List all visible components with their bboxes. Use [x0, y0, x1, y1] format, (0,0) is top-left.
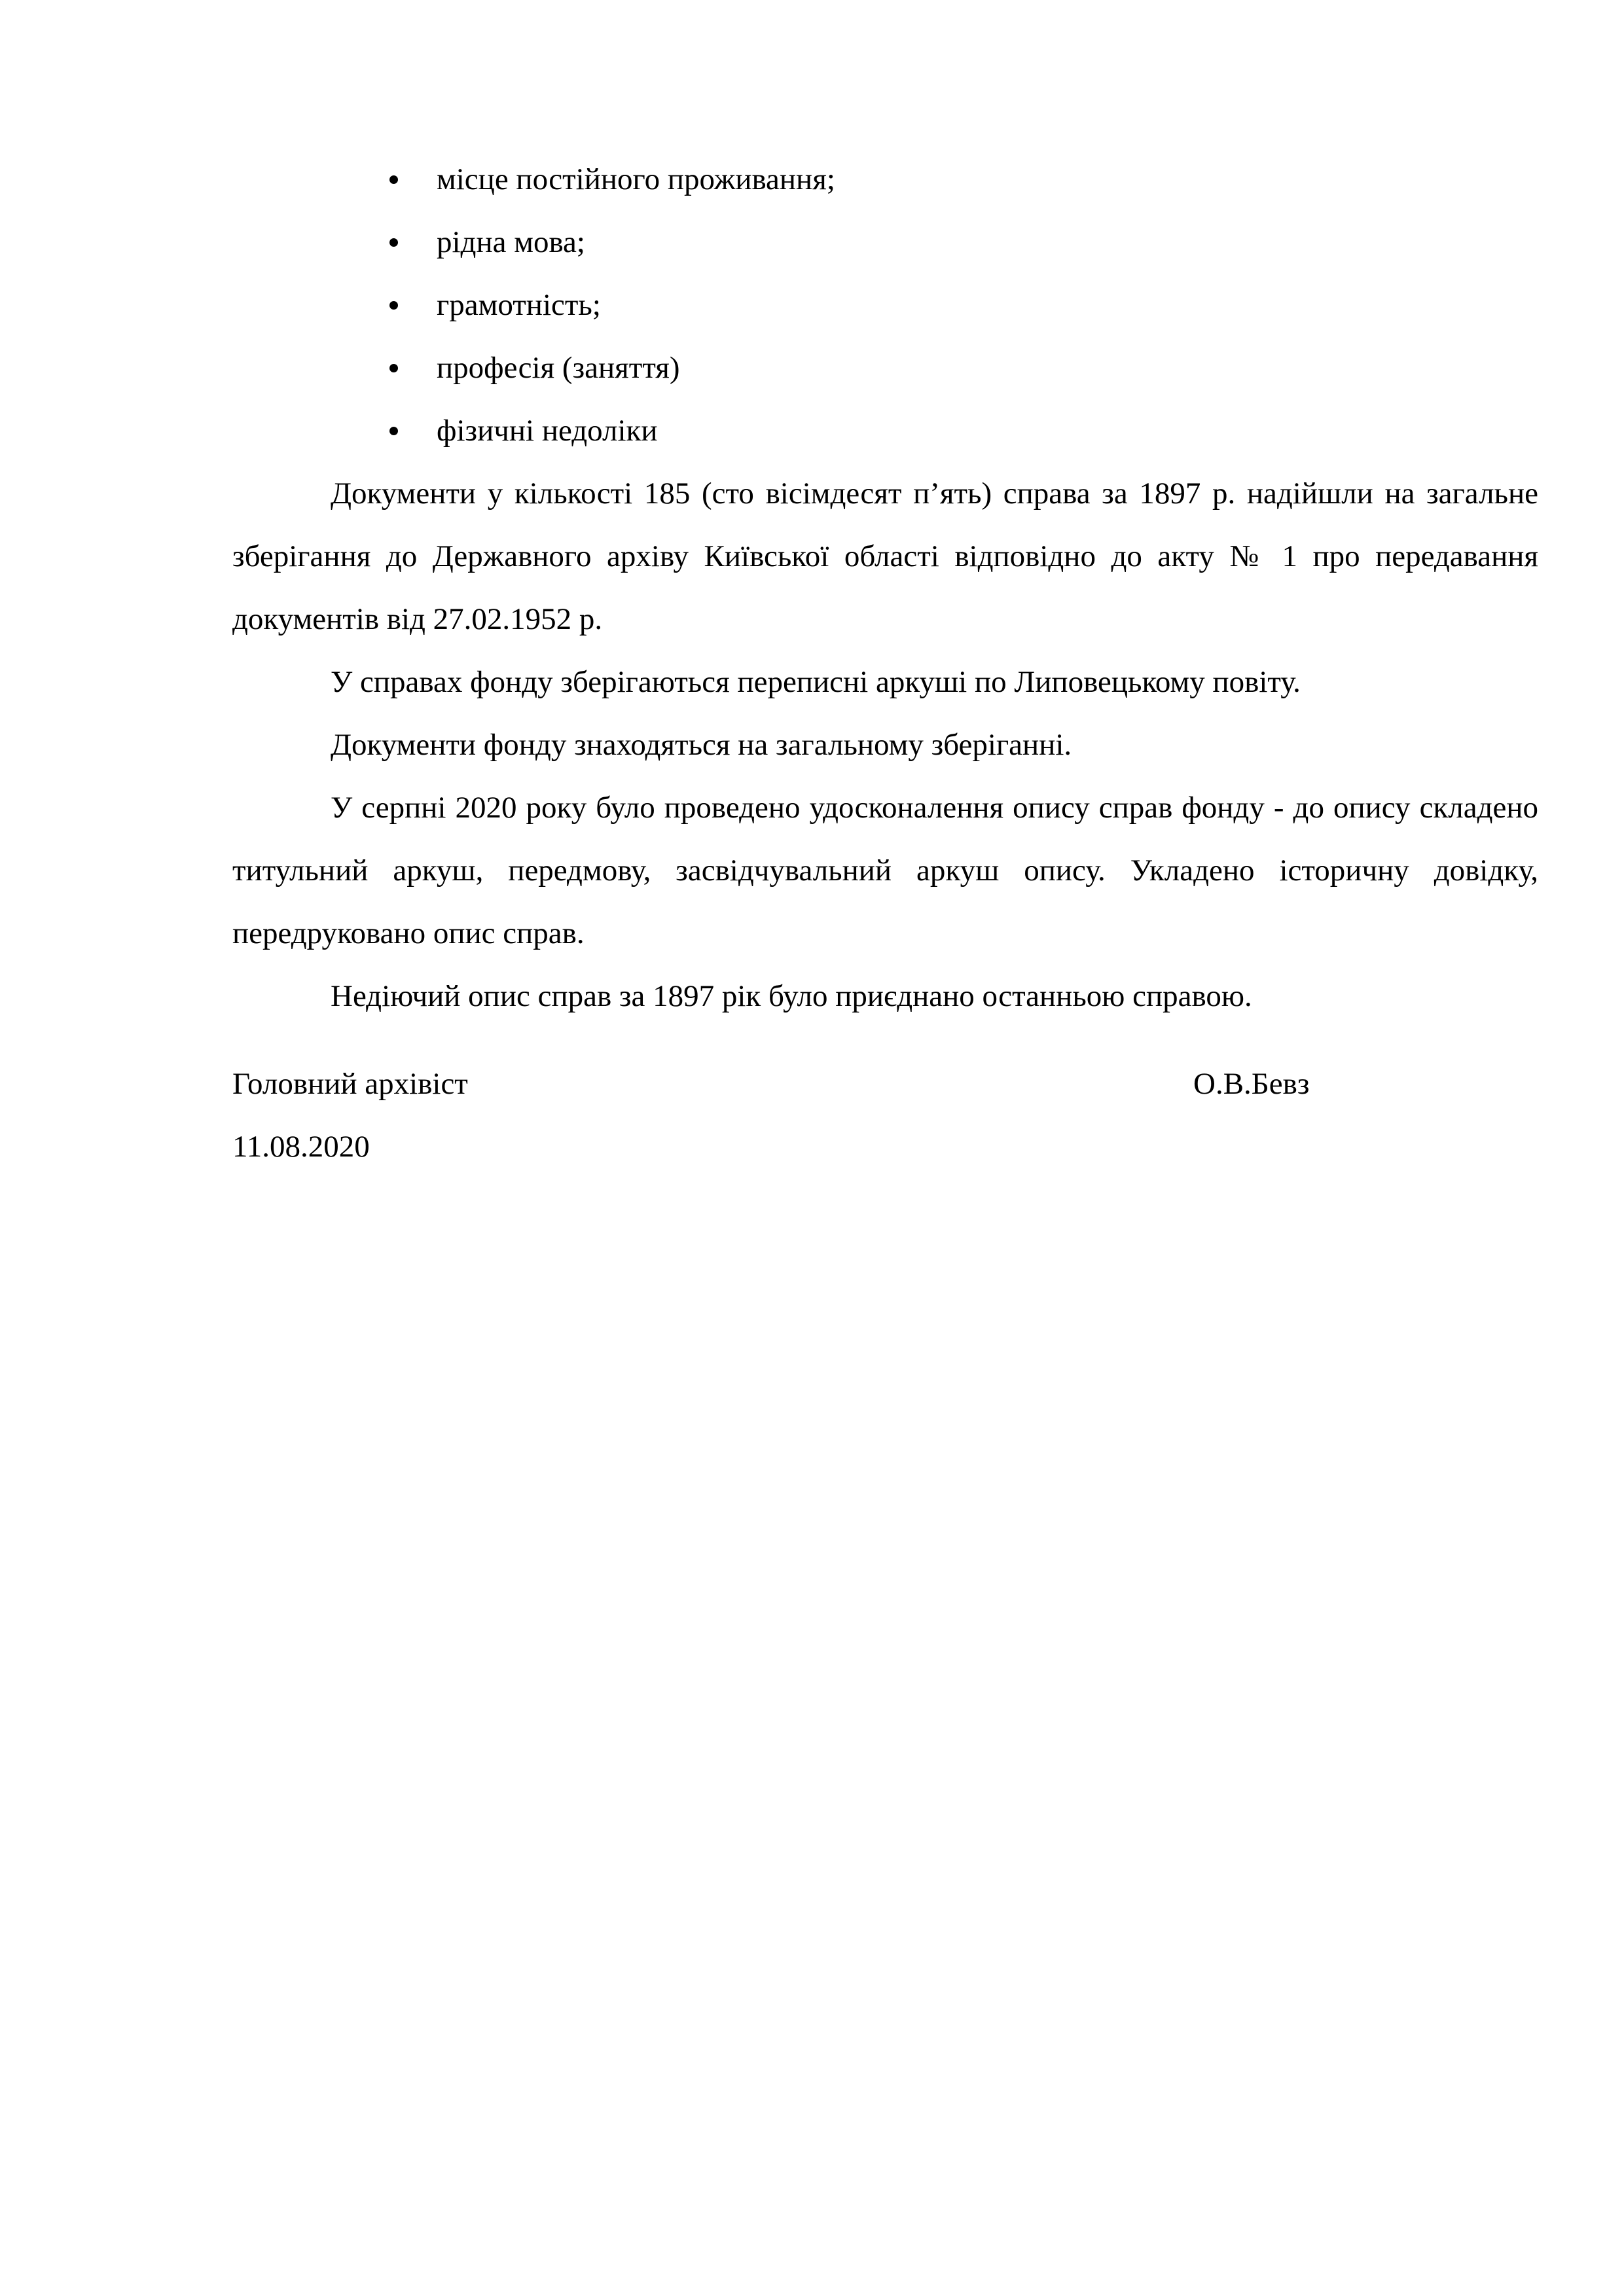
bullet-icon	[389, 427, 398, 435]
bullet-icon	[389, 364, 398, 372]
list-item-text: місце постійного проживання;	[437, 162, 835, 196]
list-item	[232, 274, 1538, 336]
paragraph-census-sheets: У справах фонду зберігаються переписні аркуші по Липовецькому повіту.	[331, 665, 1301, 699]
signer-position: Головний архівіст	[232, 1067, 468, 1101]
bullet-icon	[389, 175, 398, 184]
bullet-icon	[389, 238, 398, 247]
list-item-text: професія (заняття)	[437, 351, 680, 385]
list-item-text: фізичні недоліки	[437, 414, 658, 448]
paragraph-inactive-inventory: Недіючий опис справ за 1897 рік було приєднано останньою справою.	[331, 979, 1252, 1013]
list-item-text: рідна мова;	[437, 225, 585, 259]
list-item	[232, 336, 1538, 399]
paragraph-improvement: У серпні 2020 року було проведено удосконалення опису справ фонду - до опису складено титульний аркуш, передмову, засвідчувальний аркуш опису. Укладено історичну довідку, передруковано опис справ.	[232, 791, 1538, 950]
list-item	[232, 148, 1538, 211]
bullet-icon	[389, 301, 398, 310]
list-item	[232, 399, 1538, 462]
signer-name: О.В.Бевз	[1193, 1067, 1310, 1101]
list-item	[232, 211, 1538, 274]
list-item-text: грамотність;	[437, 288, 601, 322]
paragraph-storage: Документи фонду знаходяться на загальному зберіганні.	[331, 728, 1072, 762]
characteristics-list	[232, 148, 1538, 462]
body-text	[232, 462, 1538, 1028]
signature-date: 11.08.2020	[232, 1130, 370, 1164]
paragraph-transfer: Документи у кількості 185 (сто вісімдесят п’ять) справа за 1897 р. надійшли на загальне зберігання до Державного архіву Київської області відповідно до акту № 1 про передавання документів від 27.02.1952 р.	[232, 476, 1538, 636]
signature-block	[232, 1052, 1538, 1115]
